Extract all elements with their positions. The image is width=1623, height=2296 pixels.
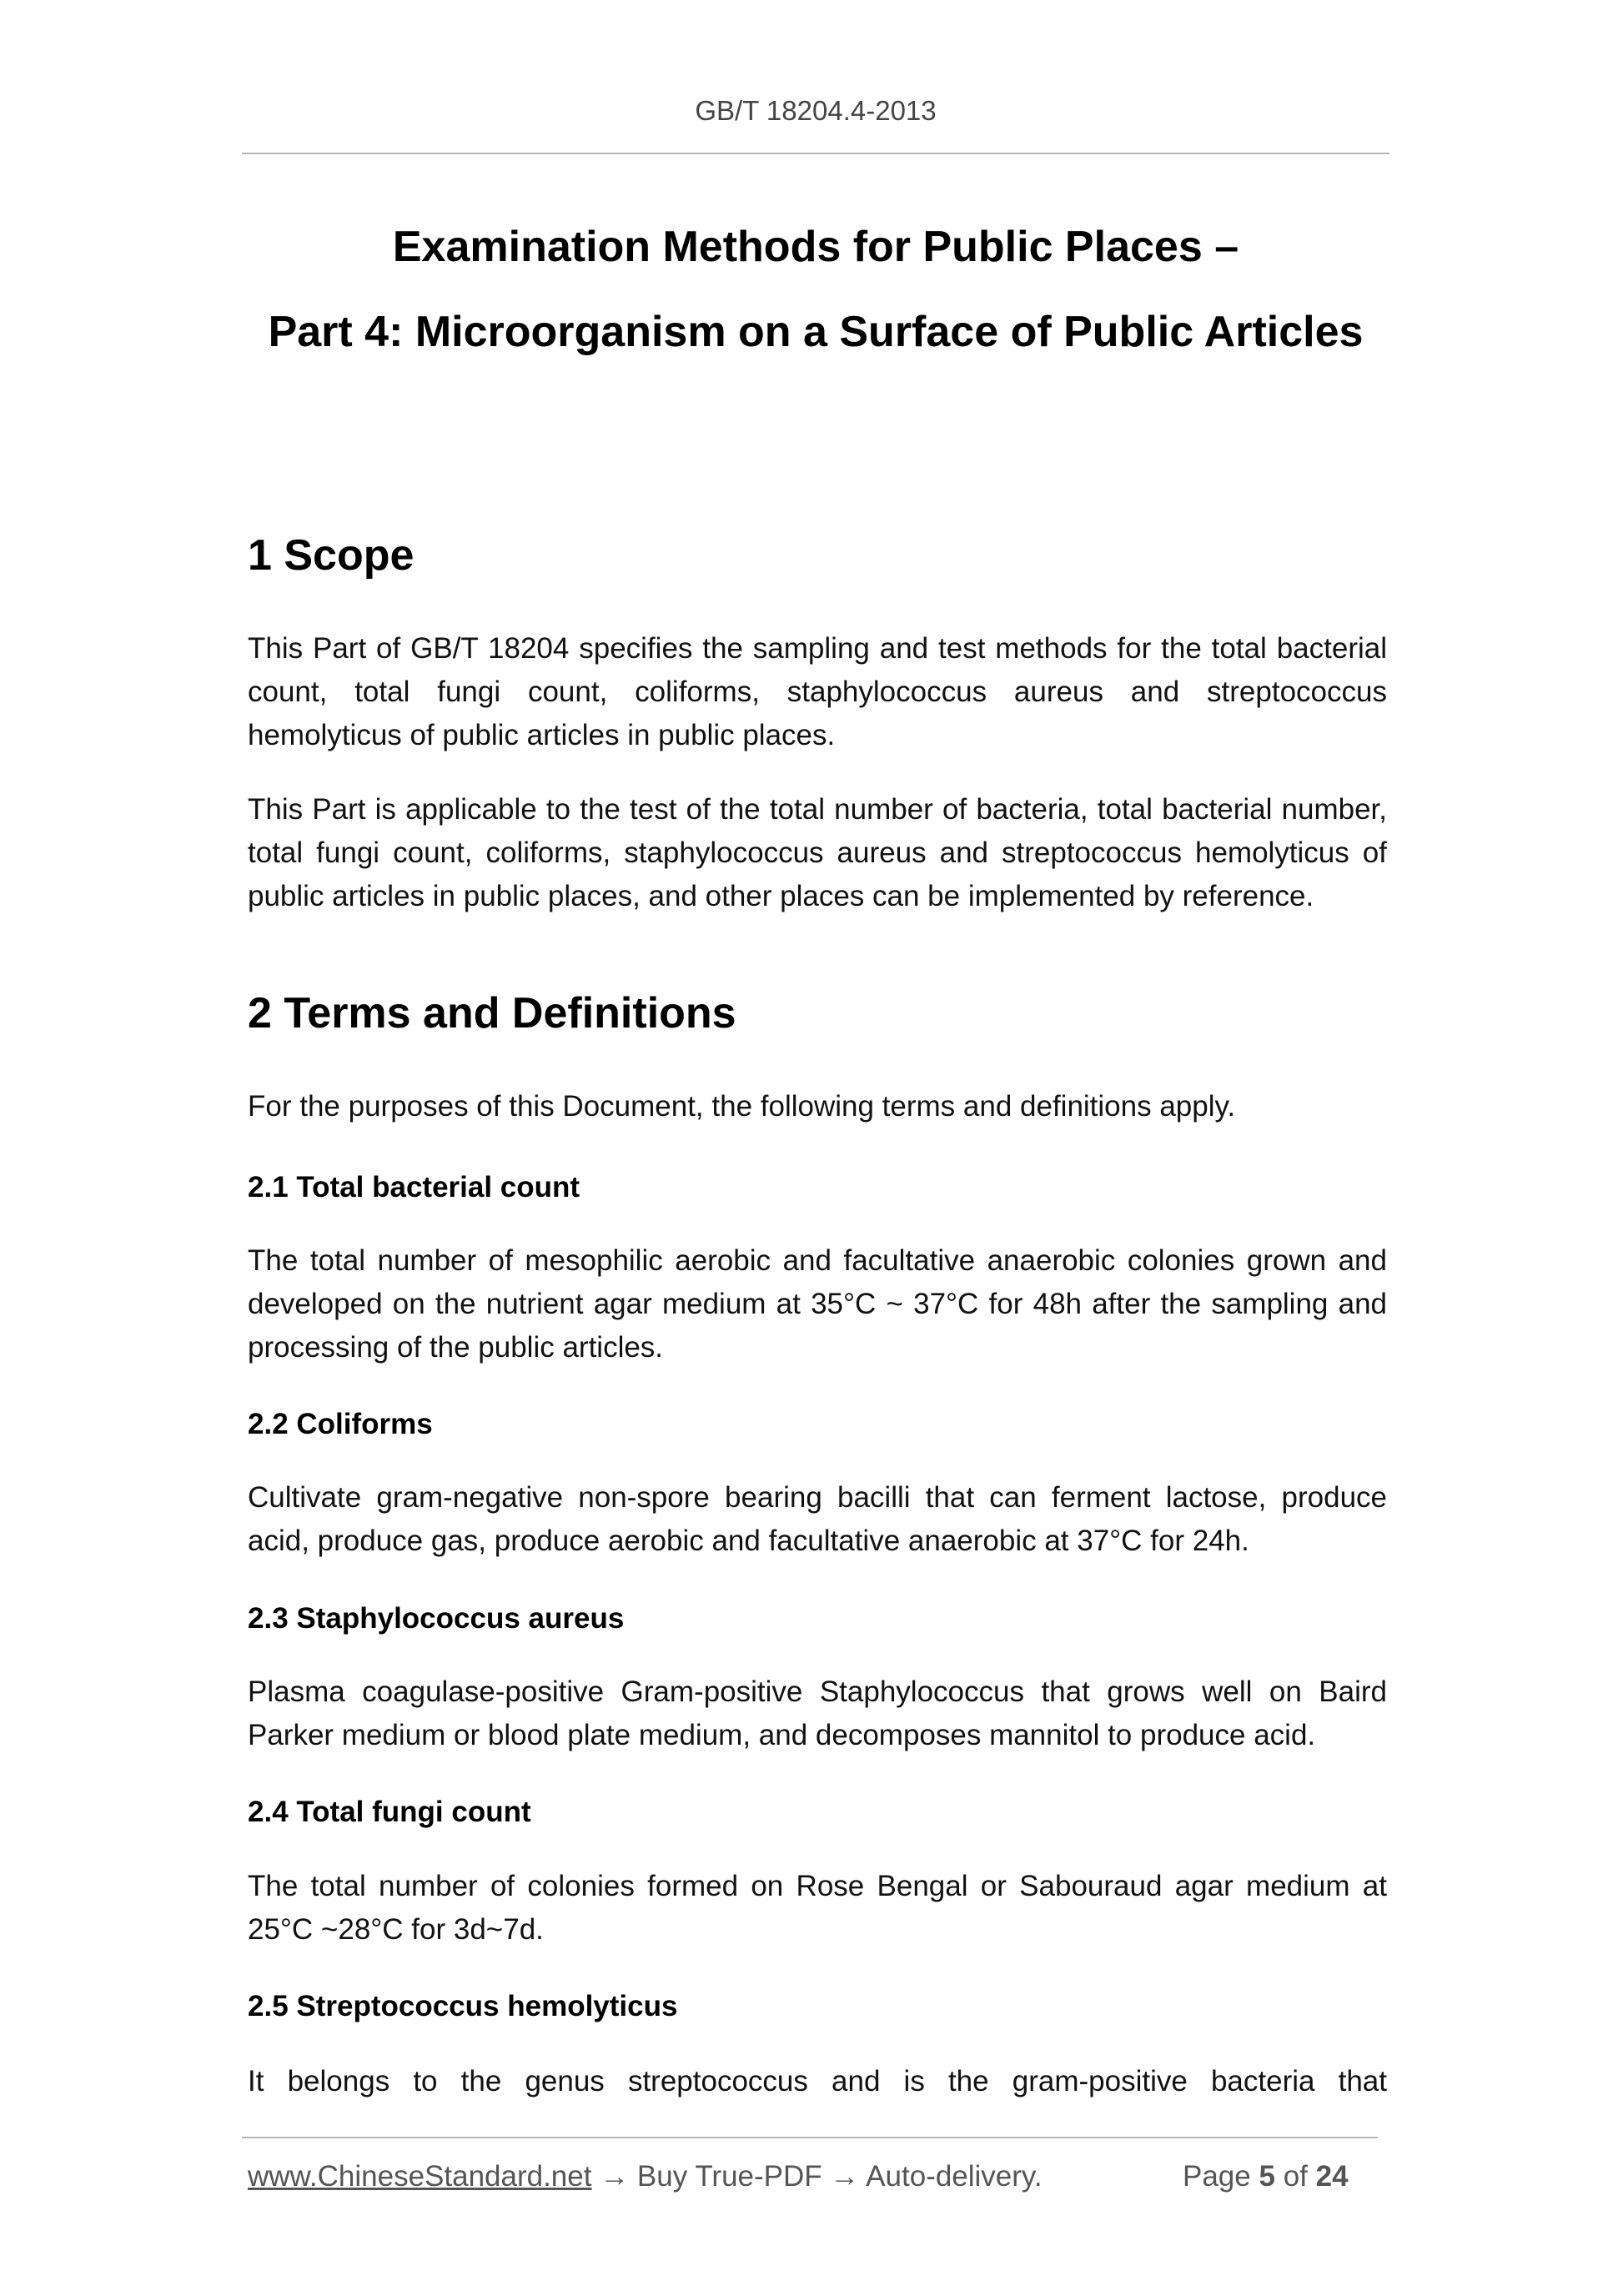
page-current: 5 bbox=[1259, 2160, 1275, 2193]
term-heading-staphylococcus-aureus: 2.3 Staphylococcus aureus bbox=[248, 1602, 625, 1635]
footer-divider bbox=[242, 2137, 1378, 2138]
term-text-coliforms: Cultivate gram-negative non-spore bearing bacilli that can ferment lactose, produce acid, produce gas, produce aerobic and facultative anaerobic at 37°C for 24h. bbox=[248, 1481, 1387, 1557]
term-text-streptococcus-hemolyticus: It belongs to the genus streptococcus and is the gram-positive bacteria that bbox=[248, 2065, 1387, 2098]
term-heading-streptococcus-hemolyticus: 2.5 Streptococcus hemolyticus bbox=[248, 1990, 678, 2022]
term-heading-total-fungi-count: 2.4 Total fungi count bbox=[248, 1796, 531, 1828]
header-divider bbox=[242, 153, 1389, 154]
page-total: 24 bbox=[1315, 2160, 1349, 2193]
page-word: Page bbox=[1183, 2160, 1251, 2193]
document-title-line-2: Part 4: Microorganism on a Surface of Public Articles bbox=[268, 308, 1364, 356]
term-heading-total-bacterial-count: 2.1 Total bacterial count bbox=[248, 1171, 580, 1203]
section-heading-terms: 2 Terms and Definitions bbox=[248, 989, 736, 1037]
section-heading-scope: 1 Scope bbox=[248, 531, 415, 580]
scope-paragraph-1: This Part of GB/T 18204 specifies the sampling and test methods for the total bacterial count, total fungi count, coliforms, staphylococcus aureus and streptococcus hemolyticus of public articles in public places. bbox=[248, 632, 1387, 751]
term-text-staphylococcus-aureus: Plasma coagulase-positive Gram-positive Staphylococcus that grows well on Baird Parker medium or blood plate medium, and decomposes mannitol to produce acid. bbox=[248, 1676, 1387, 1751]
footer-website-link[interactable]: www.ChineseStandard.net bbox=[248, 2160, 592, 2193]
term-text-total-bacterial-count: The total number of mesophilic aerobic and facultative anaerobic colonies grown and developed on the nutrient agar medium at 35°C ~ 37°C for 48h after the sampling and processing of the public articles. bbox=[248, 1244, 1387, 1364]
term-heading-coliforms: 2.2 Coliforms bbox=[248, 1408, 433, 1440]
document-title-line-1: Examination Methods for Public Places – bbox=[392, 223, 1239, 271]
footer-promo bbox=[248, 2160, 1043, 2193]
footer-promo-text: → Buy True-PDF → Auto-delivery. bbox=[600, 2160, 1043, 2193]
of-word: of bbox=[1283, 2160, 1308, 2193]
scope-paragraph-2: This Part is applicable to the test of the total number of bacteria, total bacterial number, total fungi count, coliforms, staphylococcus aureus and streptococcus hemolyticus of public articles in public places, and other places can be implemented by reference. bbox=[248, 793, 1387, 912]
page-number bbox=[1183, 2160, 1349, 2193]
terms-intro: For the purposes of this Document, the following terms and definitions apply. bbox=[248, 1090, 1236, 1123]
term-text-total-fungi-count: The total number of colonies formed on Rose Bengal or Sabouraud agar medium at 25°C ~28°C for 3d~7d. bbox=[248, 1870, 1387, 1946]
header-standard-code: GB/T 18204.4-2013 bbox=[695, 95, 937, 126]
